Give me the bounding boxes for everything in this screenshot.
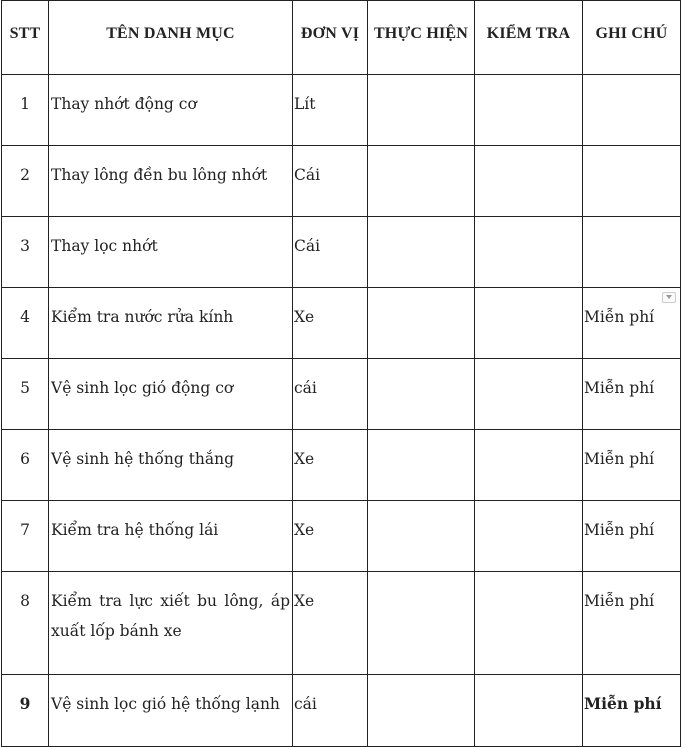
table-row: [2, 217, 681, 288]
table-row: [2, 75, 681, 146]
row-stt: 4: [2, 288, 49, 359]
row-note[interactable]: Miễn phí: [583, 430, 681, 501]
row-unit[interactable]: Lít: [293, 75, 368, 146]
row-stt: 6: [2, 430, 49, 501]
table-row: [2, 359, 681, 430]
row-note: Miễn phí: [584, 308, 655, 326]
row-done-cell[interactable]: [368, 359, 475, 430]
row-stt: 7: [2, 501, 49, 572]
row-stt: 8: [2, 572, 49, 675]
maintenance-checklist-table: [1, 0, 681, 747]
row-check-cell[interactable]: [475, 75, 583, 146]
row-unit[interactable]: Xe: [293, 288, 368, 359]
table-row: [2, 146, 681, 217]
row-note[interactable]: Miễn phí: [583, 675, 681, 747]
row-note[interactable]: Miễn phí: [583, 359, 681, 430]
row-name[interactable]: Kiểm tra hệ thống lái: [49, 501, 293, 572]
row-name[interactable]: Thay lông đền bu lông nhớt: [49, 146, 293, 217]
header-note: GHI CHÚ: [583, 1, 681, 75]
row-check-cell[interactable]: [475, 217, 583, 288]
row-note[interactable]: [583, 217, 681, 288]
row-name[interactable]: Thay nhớt động cơ: [49, 75, 293, 146]
row-note[interactable]: Miễn phí: [583, 572, 681, 675]
row-check-cell[interactable]: [475, 146, 583, 217]
row-done-cell[interactable]: [368, 217, 475, 288]
row-done-cell[interactable]: [368, 675, 475, 747]
table-row: [2, 501, 681, 572]
row-unit[interactable]: Xe: [293, 430, 368, 501]
row-unit[interactable]: cái: [293, 675, 368, 747]
row-check-cell[interactable]: [475, 675, 583, 747]
row-name[interactable]: Kiểm tra lực xiết bu lông, áp xuất lốp bánh xe: [49, 572, 293, 675]
row-done-cell[interactable]: [368, 288, 475, 359]
row-done-cell[interactable]: [368, 572, 475, 675]
row-check-cell[interactable]: [475, 288, 583, 359]
row-unit[interactable]: Cái: [293, 217, 368, 288]
row-name[interactable]: Vệ sinh lọc gió hệ thống lạnh: [49, 675, 293, 747]
header-name: TÊN DANH MỤC: [49, 1, 293, 75]
row-check-cell[interactable]: [475, 501, 583, 572]
row-stt: 9: [2, 675, 49, 747]
row-stt: 3: [2, 217, 49, 288]
table-row: [2, 572, 681, 675]
row-done-cell[interactable]: [368, 75, 475, 146]
row-note[interactable]: [583, 146, 681, 217]
row-done-cell[interactable]: [368, 430, 475, 501]
header-stt: STT: [2, 1, 49, 75]
row-done-cell[interactable]: [368, 146, 475, 217]
row-stt: 5: [2, 359, 49, 430]
row-unit[interactable]: cái: [293, 359, 368, 430]
header-check: KIỂM TRA: [475, 1, 583, 75]
header-done: THỰC HIỆN: [368, 1, 475, 75]
table-row: [2, 430, 681, 501]
row-unit[interactable]: Xe: [293, 572, 368, 675]
row-name[interactable]: Kiểm tra nước rửa kính: [49, 288, 293, 359]
row-done-cell[interactable]: [368, 501, 475, 572]
row-unit[interactable]: Cái: [293, 146, 368, 217]
dropdown-arrow-icon[interactable]: [662, 292, 676, 303]
row-stt: 2: [2, 146, 49, 217]
header-unit: ĐƠN VỊ: [293, 1, 368, 75]
row-note[interactable]: Miễn phí: [583, 501, 681, 572]
row-name[interactable]: Vệ sinh hệ thống thắng: [49, 430, 293, 501]
header-row: [2, 1, 681, 75]
row-name[interactable]: Thay lọc nhớt: [49, 217, 293, 288]
table-row: [2, 288, 681, 359]
row-note-cell[interactable]: [583, 288, 681, 359]
row-note[interactable]: [583, 75, 681, 146]
table-row: [2, 675, 681, 747]
row-check-cell[interactable]: [475, 359, 583, 430]
row-check-cell[interactable]: [475, 430, 583, 501]
row-name[interactable]: Vệ sinh lọc gió động cơ: [49, 359, 293, 430]
row-check-cell[interactable]: [475, 572, 583, 675]
row-unit[interactable]: Xe: [293, 501, 368, 572]
row-stt: 1: [2, 75, 49, 146]
